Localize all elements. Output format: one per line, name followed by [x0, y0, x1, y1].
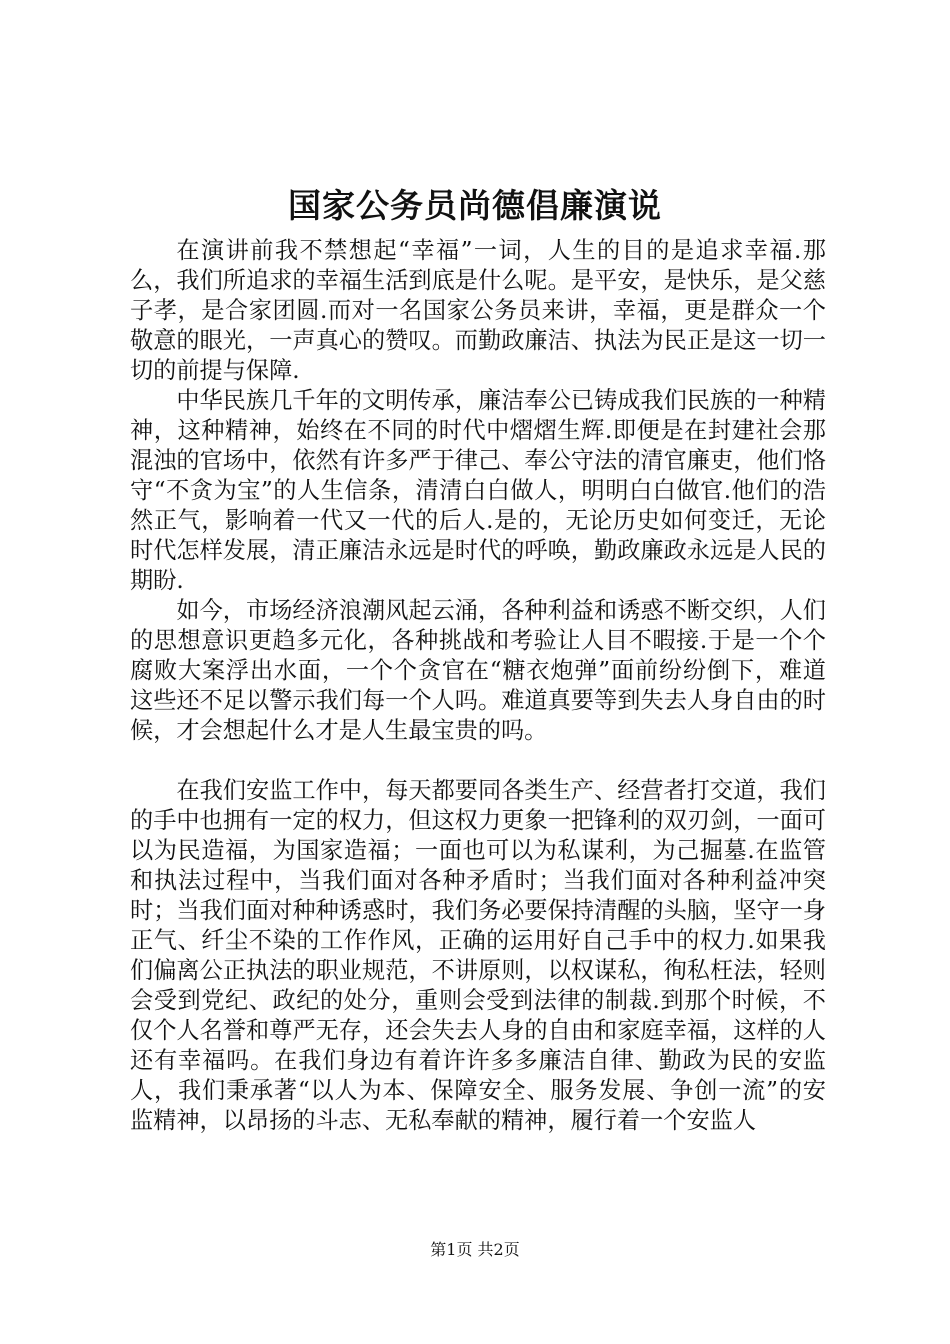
paragraph-1: 在演讲前我不禁想起“幸福”一词，人生的目的是追求幸福.那么，我们所追求的幸福生活到底是什么呢。是平安，是快乐，是父慈子孝，是合家团圆.而对一名国家公务员来讲，幸福，更是群众一个敬意的眼光，一声真心的赞叹。而勤政廉洁、执法为民正是这一切一切的前提与保障. [130, 237, 826, 384]
document-title: 国家公务员尚德倡廉演说 [288, 186, 662, 225]
document-body [130, 236, 826, 1136]
paragraph-3: 如今，市场经济浪潮风起云涌，各种利益和诱惑不断交织，人们的思想意识更趋多元化，各种挑战和考验让人目不暇接.于是一个个腐败大案浮出水面，一个个贪官在“糖衣炮弹”面前纷纷倒下，难道这些还不足以警示我们每一个人吗。难道真要等到失去人身自由的时候，才会想起什么才是人生最宝贵的吗。 [130, 597, 826, 744]
paragraph-2: 中华民族几千年的文明传承，廉洁奉公已铸成我们民族的一种精神，这种精神，始终在不同的时代中熠熠生辉.即便是在封建社会那混浊的官场中，依然有许多严于律己、奉公守法的清官廉吏，他们恪守“不贪为宝”的人生信条，清清白白做人，明明白白做官.他们的浩然正气，影响着一代又一代的后人.是的，无论历史如何变迁，无论时代怎样发展，清正廉洁永远是时代的呼唤，勤政廉政永远是人民的期盼. [130, 387, 826, 594]
page-number-footer: 第1页 共2页 [430, 1240, 520, 1259]
paragraph-4: 在我们安监工作中，每天都要同各类生产、经营者打交道，我们的手中也拥有一定的权力，但这权力更象一把锋利的双刃剑，一面可以为民造福，为国家造福；一面也可以为私谋利，为己掘墓.在监管和执法过程中，当我们面对各种矛盾时；当我们面对各种利益冲突时；当我们面对种种诱惑时，我们务必要保持清醒的头脑，坚守一身正气、纤尘不染的工作作风，正确的运用好自己手中的权力.如果我们偏离公正执法的职业规范，不讲原则，以权谋私，徇私枉法，轻则会受到党纪、政纪的处分，重则会受到法律的制裁.到那个时候，不仅个人名誉和尊严无存，还会失去人身的自由和家庭幸福，这样的人还有幸福吗。在我们身边有着许许多多廉洁自律、勤政为民的安监人，我们秉承著“以人为本、保障安全、服务发展、争创一流”的安监精神，以昂扬的斗志、无私奉献的精神，履行着一个安监人 [130, 777, 826, 1134]
paragraph-gap [130, 746, 826, 776]
